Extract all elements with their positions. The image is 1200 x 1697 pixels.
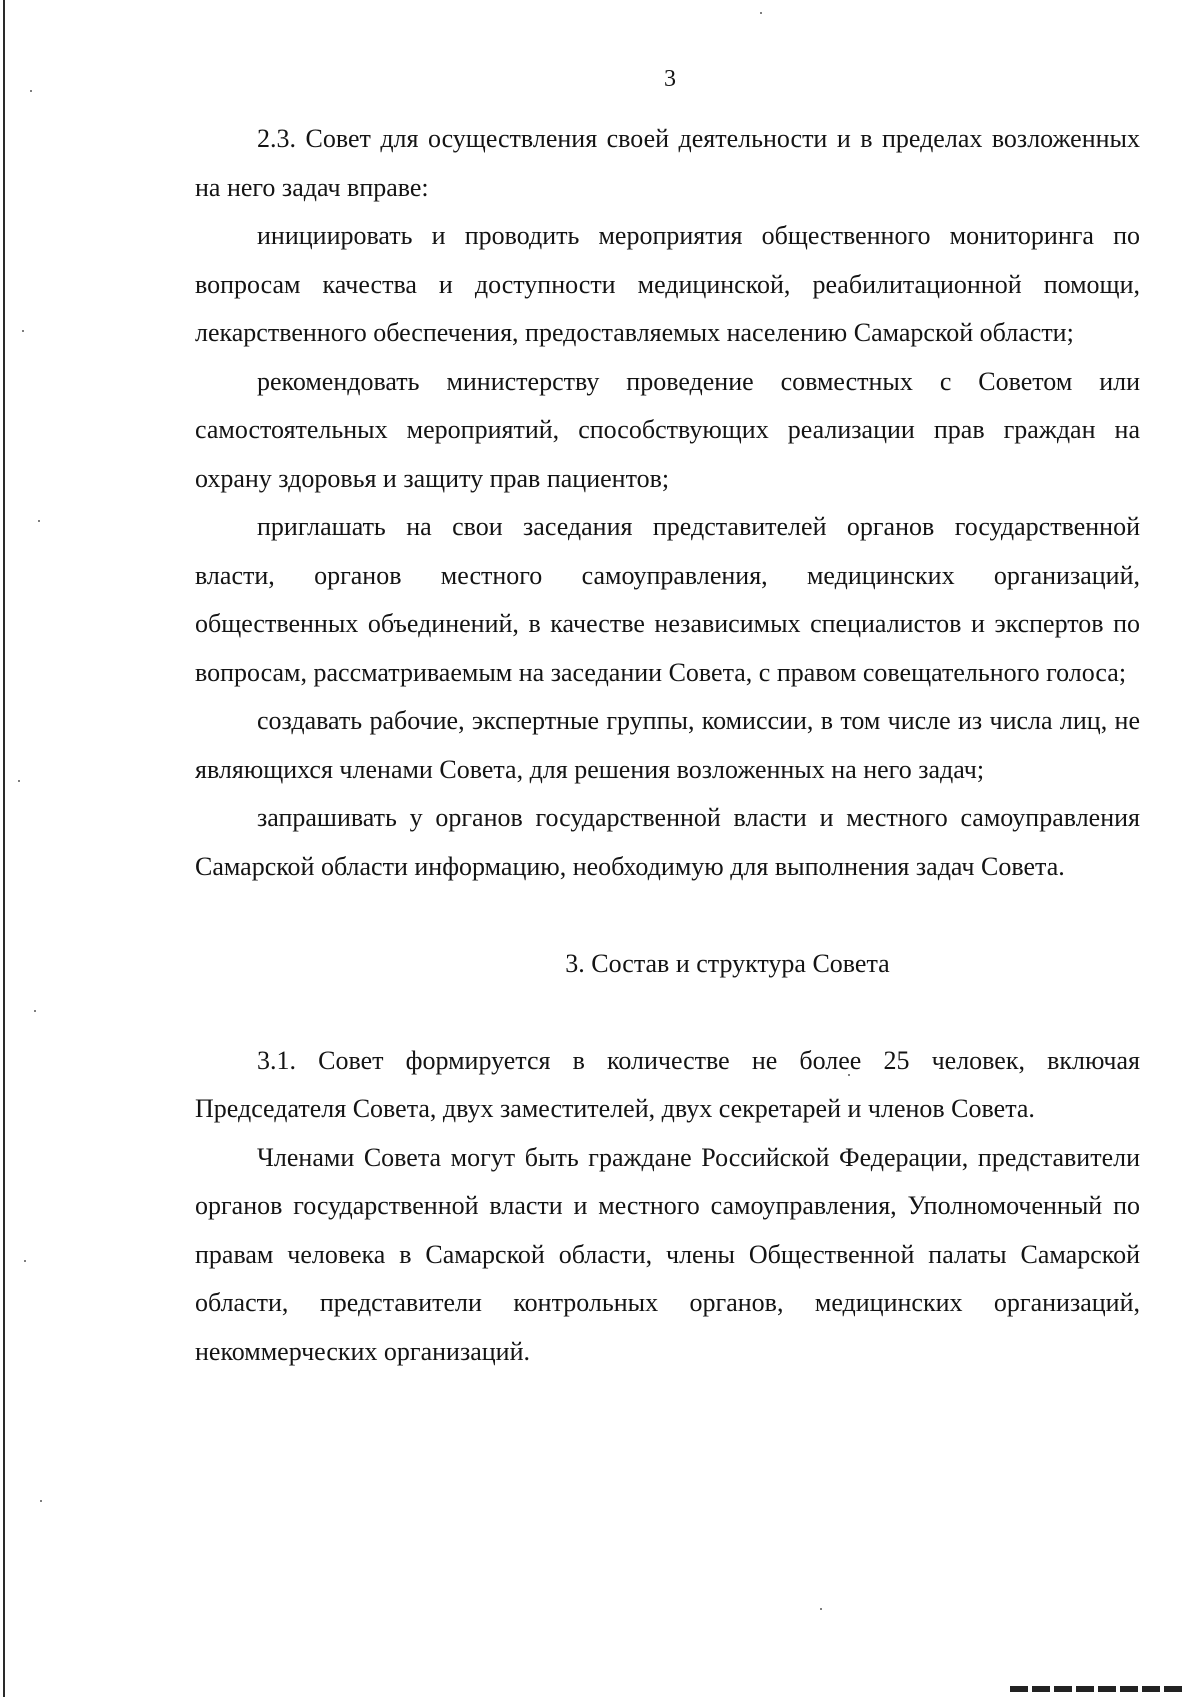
scan-speck [40, 1500, 42, 1502]
scan-speck [18, 780, 20, 782]
paragraph-request-info: запрашивать у органов государственной власти и местного самоуправления Самарской области информацию, необходимую для выполнения задач Совета. [195, 803, 1140, 881]
paragraph-monitoring: инициировать и проводить мероприятия общественного мониторинга по вопросам качества и доступности медицинской, реабилитационной помощи, лекарственного обеспечения, предоставляемых населению Самарской области; [195, 221, 1140, 347]
paragraph-create-groups: создавать рабочие, экспертные группы, комиссии, в том числе из числа лиц, не являющихся членами Совета, для решения возложенных на него задач; [195, 706, 1140, 784]
scan-speck [820, 1608, 822, 1610]
page-number: 3 [664, 66, 676, 92]
scan-speck [22, 330, 24, 332]
paragraph-recommend: рекомендовать министерству проведение совместных с Советом или самостоятельных мероприятий, способствующих реализации прав граждан на охрану здоровья и защиту прав пациентов; [195, 366, 1140, 493]
scan-left-edge [3, 0, 5, 1697]
section-heading: 3. Состав и структура Совета [565, 949, 890, 978]
scan-speck [760, 12, 762, 14]
scan-speck [38, 520, 40, 522]
paragraph-members: Членами Совета могут быть граждане Российской Федерации, представители органов государственной власти и местного самоуправления, Уполномоченный по правам человека в Самарской области, члены Общественной палаты Самарской области, представители контрольных органов, медицинских организаций, некоммерческих организаций. [195, 1142, 1140, 1366]
paragraph-invite: приглашать на свои заседания представителей органов государственной власти, органов местного самоуправления, медицинских организаций, общественных объединений, в качестве независимых специалистов и экспертов по вопросам, рассматриваемым на заседании Совета, с правом совещательного голоса; [195, 512, 1140, 687]
scan-speck [34, 1010, 36, 1012]
paragraph-2-3: 2.3. Совет для осуществления своей деятельности и в пределах возложенных на него задач вправе: [195, 124, 1140, 202]
document-body [195, 115, 1140, 1376]
scan-bottom-mark [1010, 1686, 1185, 1692]
scan-speck [24, 1260, 26, 1262]
paragraph-3-1: 3.1. Совет формируется в количестве не более 25 человек, включая Председателя Совета, двух заместителей, двух секретарей и членов Совета. [195, 1045, 1140, 1123]
